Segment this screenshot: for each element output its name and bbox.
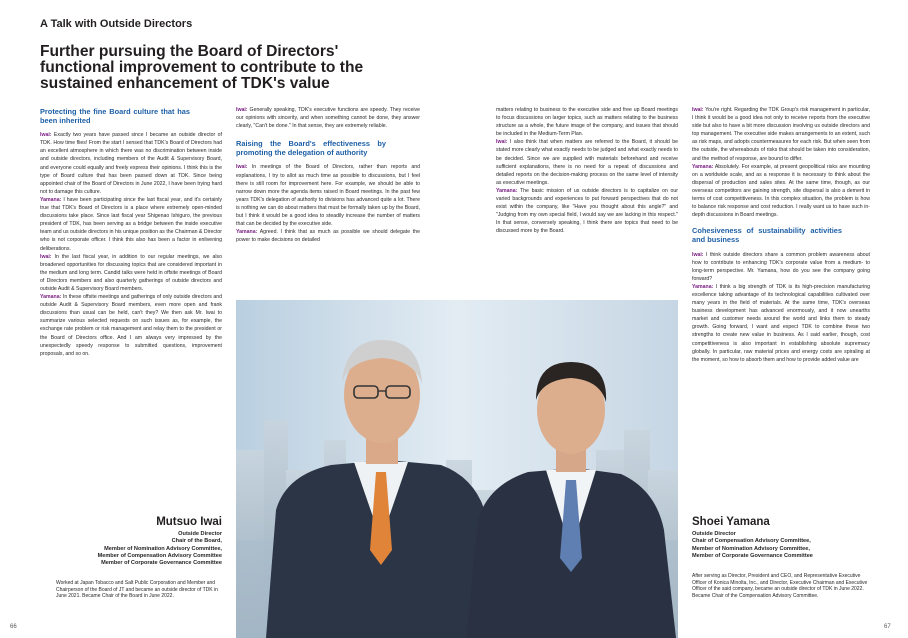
paragraph <box>692 106 870 163</box>
column-2 <box>236 106 420 244</box>
subhead-delegation-of-authority: Raising the Board's effectiveness by promoting the delegation of authority <box>236 139 386 157</box>
paragraph <box>236 106 420 130</box>
right-person-caption <box>692 516 872 560</box>
paragraph <box>236 163 420 228</box>
paragraph-text: In these offsite meetings and gatherings of only outside directors and outside Audit & Supervisory Board members, even more open and frank discussions than usual can be held, can't they? We then ask Mr. Iwai to summarize various selected requests on such issues as, for example, the exchange rate problem or risk management and relay them to the president or the Board of Directors office. And I am always very impressed by the unexpectedly speedy response to submitted questions, improvement proposals, and so on. <box>40 294 222 357</box>
paragraph-text: Agreed. I think that as much as possible we should delegate the power to make decisions on detailed <box>236 229 420 244</box>
speaker-label: Iwai: <box>496 139 508 146</box>
paragraph <box>692 283 870 364</box>
person-title-line: Member of Nomination Advisory Committee, <box>692 545 810 552</box>
person-title-line: Member of Corporate Governance Committee <box>101 560 222 567</box>
person-name: Mutsuo Iwai <box>156 516 222 528</box>
page-number-left: 66 <box>10 624 17 630</box>
speaker-label: Yamana: <box>496 187 518 194</box>
paragraph <box>40 293 222 358</box>
paragraph <box>496 187 678 236</box>
paragraph-text: Absolutely. For example, at present geopolitical risks are mounting on a worldwide scale, and as a response it is necessary to think about the dispersal of production and sales sites. At the same time, though, as our overseas competitors are gaining strength, site dispersal is also a demerit in terms of cost competitiveness. In this complex situation, the problem is how to balance risk response and cost reduction. I really want us to have such in-depth discussions in Board meetings. <box>692 163 870 219</box>
paragraph-text: I think a big strength of TDK is its high-precision manufacturing excellence taking advantage of its technological capabilities cultivated over many years in the field of materials. At the same time, TDK's overseas business development has advanced enormously, and it now unearths market and customer needs around the world and links them to steady growth. Going forward, I want and expect TDK to combine these two strengths to create new value in business. As I said earlier, though, cost competitiveness is also important in establishing absolute supremacy globally. In particular, raw material prices and energy costs are spiraling at the moment, so how to absorb them and how to provide added value are <box>692 283 870 363</box>
paragraph <box>40 253 222 293</box>
paragraph-text: I think outside directors share a common problem awareness about how to contribute to enhancing TDK's corporate value from a medium- to long-term perspective. Mr. Yamana, how do you see the company going forward? <box>692 251 870 282</box>
speaker-label: Iwai: <box>692 251 704 258</box>
person-title-line: Member of Compensation Advisory Committee <box>97 552 222 559</box>
paragraph <box>236 228 420 244</box>
page-number-right: 67 <box>884 624 891 630</box>
column-3 <box>496 106 678 236</box>
paragraph-text: matters relating to business to the executive side and free up Board meetings to focus discussions on larger topics, such as matters relating to the business structure as a whole, the future image of the company, and issues that should be included in the Medium-Term Plan. <box>496 107 678 138</box>
paragraph-text: In meetings of the Board of Directors, rather than reports and explanations, I try to allot as much time as possible to discussions, but I feel there is still room for improvement here. For example, we should be able to narrow down more the agenda items raised in Board meetings. In the past few years TDK's delegation of authority to divisions has advanced quite a lot. There is nothing we can do about matters that must be formally taken up by the Board, but I think it would be a good idea to steadily increase the number of matters that can be decided by the executive side. <box>236 164 420 228</box>
paragraph <box>692 251 870 283</box>
speaker-label: Iwai: <box>40 253 52 260</box>
speaker-label: Yamana: <box>40 196 62 203</box>
page-headline: Further pursuing the Board of Directors' functional improvement to contribute to the sustained enhancement of TDK's value <box>40 43 364 92</box>
paragraph <box>496 138 678 187</box>
paragraph <box>496 106 678 138</box>
paragraph <box>40 196 222 253</box>
left-person-bio: Worked at Japan Tobacco and Salt Public Corporation and Member and Chairperson of the Board of JT and became an outside director of TDK in June 2021. Became Chair of the Board in June 2022. <box>56 580 218 600</box>
column-1 <box>40 108 222 358</box>
speaker-label: Yamana: <box>692 163 714 170</box>
paragraph <box>692 163 870 220</box>
person-role: Outside Director <box>692 531 736 537</box>
speaker-label: Yamana: <box>236 229 258 236</box>
speaker-label: Yamana: <box>692 283 714 290</box>
column-4 <box>692 106 870 364</box>
paragraph-text: I have been participating since the last fiscal year, and it's certainly true that TDK's Board of Directors is a place where extremely open-minded discussions take place. Since last fiscal year Shigenao Ishiguro, the previous president of TDK, has been serving as a bridge between the inside executive team and us outside directors in his unique position as the Chairman & Director who is not corporate officer. I think this also has been a factor in enlivening deliberations. <box>40 196 222 252</box>
paragraph-text: In the last fiscal year, in addition to our regular meetings, we also broadened opportunities for discussing topics that are considered important in the medium and long term. Candid talks were held in offsite meetings of Board of Directors members and also quarterly gatherings of outside directors and outside Audit & Supervisory Board members. <box>40 253 222 292</box>
left-person-caption <box>40 516 222 567</box>
person-title-line: Chair of Compensation Advisory Committee, <box>692 538 811 545</box>
paragraph-text: You're right. Regarding the TDK Group's risk management in particular, I think it would be a good idea not only to receive reports from the executive side but also to have a bit more discussion involving us outside directors and top management. The executive side makes arrangements to an extent, such as risk maps, and adopts countermeasures for each risk. But when seen from the outside, the whereabouts of risks that should be taken into consideration, and the method of response, are bound to differ. <box>692 107 870 162</box>
section-label: A Talk with Outside Directors <box>40 18 193 30</box>
person-title-line: Member of Corporate Governance Committee <box>692 552 813 559</box>
right-person-bio: After serving as Director, President and CEO, and Representative Executive Officer of Konica Minolta, Inc., and Director, Executive Chairman and Executive Officer of the said company, became an outside director of TDK in June 2022. Became Chair of the Compensation Advisory Committee. <box>692 573 868 599</box>
subhead-fine-board-culture: Protecting the fine Board culture that has been inherited <box>40 107 190 125</box>
person-name: Shoei Yamana <box>692 516 770 528</box>
speaker-label: Iwai: <box>236 107 248 113</box>
directors-photo <box>236 300 678 638</box>
person-title-line: Chair of the Board, <box>171 538 222 545</box>
speaker-label: Iwai: <box>40 132 52 139</box>
paragraph-text: Exactly two years have passed since I became an outside director of TDK. How time flies! From the start I sensed that TDK's Board of Directors had an excellent atmosphere in which there was no discrimination between inside and outside directors, including members of the Audit & Supervisory Board, and everyone could equally and freely express their opinions. I think this is the type of Board culture that has been passed down at TDK. Since being appointed chair of the Board of Directors in June 2022, I have been trying hard not to damage this culture. <box>40 132 222 195</box>
speaker-label: Yamana: <box>40 294 62 301</box>
person-role: Outside Director <box>178 531 222 537</box>
paragraph-text: Generally speaking, TDK's executive functions are speedy. They receive our opinions with sincerity, and when something cannot be done, they answer clearly, "Can't be done." In that sense, they are extremely reliable. <box>236 107 420 130</box>
paragraph-text: I also think that when matters are referred to the Board, it should be stated more clearly what exactly needs to be judged and what exactly needs to be decided. Since we are supplied with materials beforehand and receive sufficient explanations, there is no need for a repeat of discussions and detailed reports on the decision-making process on the same level of intensity as executive meetings. <box>496 139 678 186</box>
paragraph-text: The basic mission of us outside directors is to capitalize on our varied backgrounds and experiences to put forward perspectives that do not exist within the company, like "Have you thought about this angle?" and "Judging from my own special field, I would say we are lacking in this respect." In that sense, conversely speaking, I think there are topics that need to be discussed more by the Board. <box>496 187 678 235</box>
speaker-label: Iwai: <box>692 107 704 113</box>
subhead-sustainability: Cohesiveness of sustainability activities and business <box>692 226 842 244</box>
speaker-label: Iwai: <box>236 164 248 171</box>
person-title-line: Member of Nomination Advisory Committee, <box>104 545 222 552</box>
paragraph <box>40 131 222 196</box>
